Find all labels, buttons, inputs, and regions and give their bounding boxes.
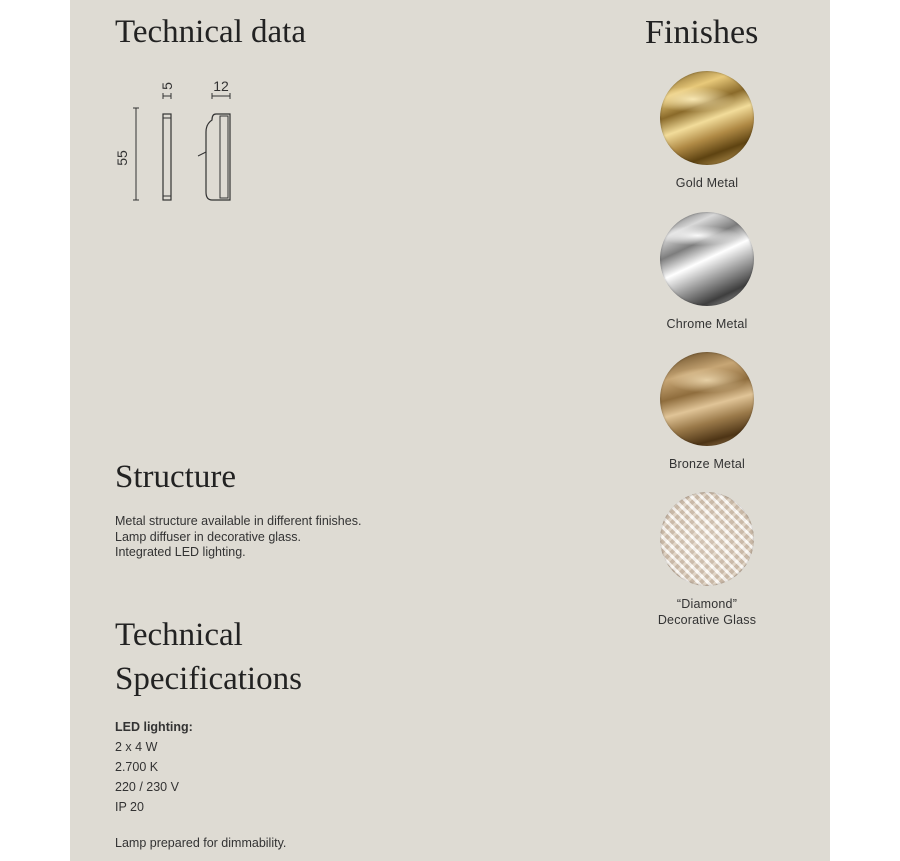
finish-chrome-metal [642,212,772,332]
spec-sheet [70,0,830,861]
lamp-front-view [163,114,171,200]
spec-title-line2: Specifications [115,661,302,697]
structure-line: Lamp diffuser in decorative glass. [115,529,301,544]
width-dimension-label: 5 [159,82,175,90]
dimmability-note: Lamp prepared for dimmability. [115,836,287,850]
finish-label: Bronze Metal [668,457,746,471]
spec-list [115,717,193,817]
diamond-glass-swatch [660,492,754,586]
dimension-diagram [110,72,250,207]
finish-diamond-glass [642,492,772,628]
finish-gold-metal [642,71,772,191]
gold-metal-swatch [660,71,754,165]
spec-title-line1: Technical [115,617,243,653]
chrome-metal-swatch [660,212,754,306]
technical-data-title: Technical data [115,14,306,50]
technical-specifications-title [115,613,302,701]
structure-line: Integrated LED lighting. [115,545,246,559]
spec-item: 2 x 4 W [115,740,158,754]
depth-dimension-label: 12 [213,78,229,94]
spec-item: 220 / 230 V [115,780,179,794]
spec-item: 2.700 K [115,760,159,774]
structure-title: Structure [115,459,236,495]
lamp-side-view [206,114,230,200]
bronze-metal-swatch [660,352,754,446]
finish-bronze-metal [642,352,772,472]
finish-label: Chrome Metal [666,317,748,331]
structure-line: Metal structure available in different finishes. [115,514,362,528]
led-lighting-label: LED lighting: [115,720,193,734]
spec-item: IP 20 [115,800,144,814]
finish-label-line2: Decorative Glass [657,613,757,627]
finish-label: Gold Metal [675,176,739,190]
height-dimension-label: 55 [114,150,130,166]
finish-label-line1: “Diamond” [676,597,738,611]
structure-description [115,514,361,561]
finishes-title: Finishes [645,14,759,51]
finish-label [642,596,772,628]
